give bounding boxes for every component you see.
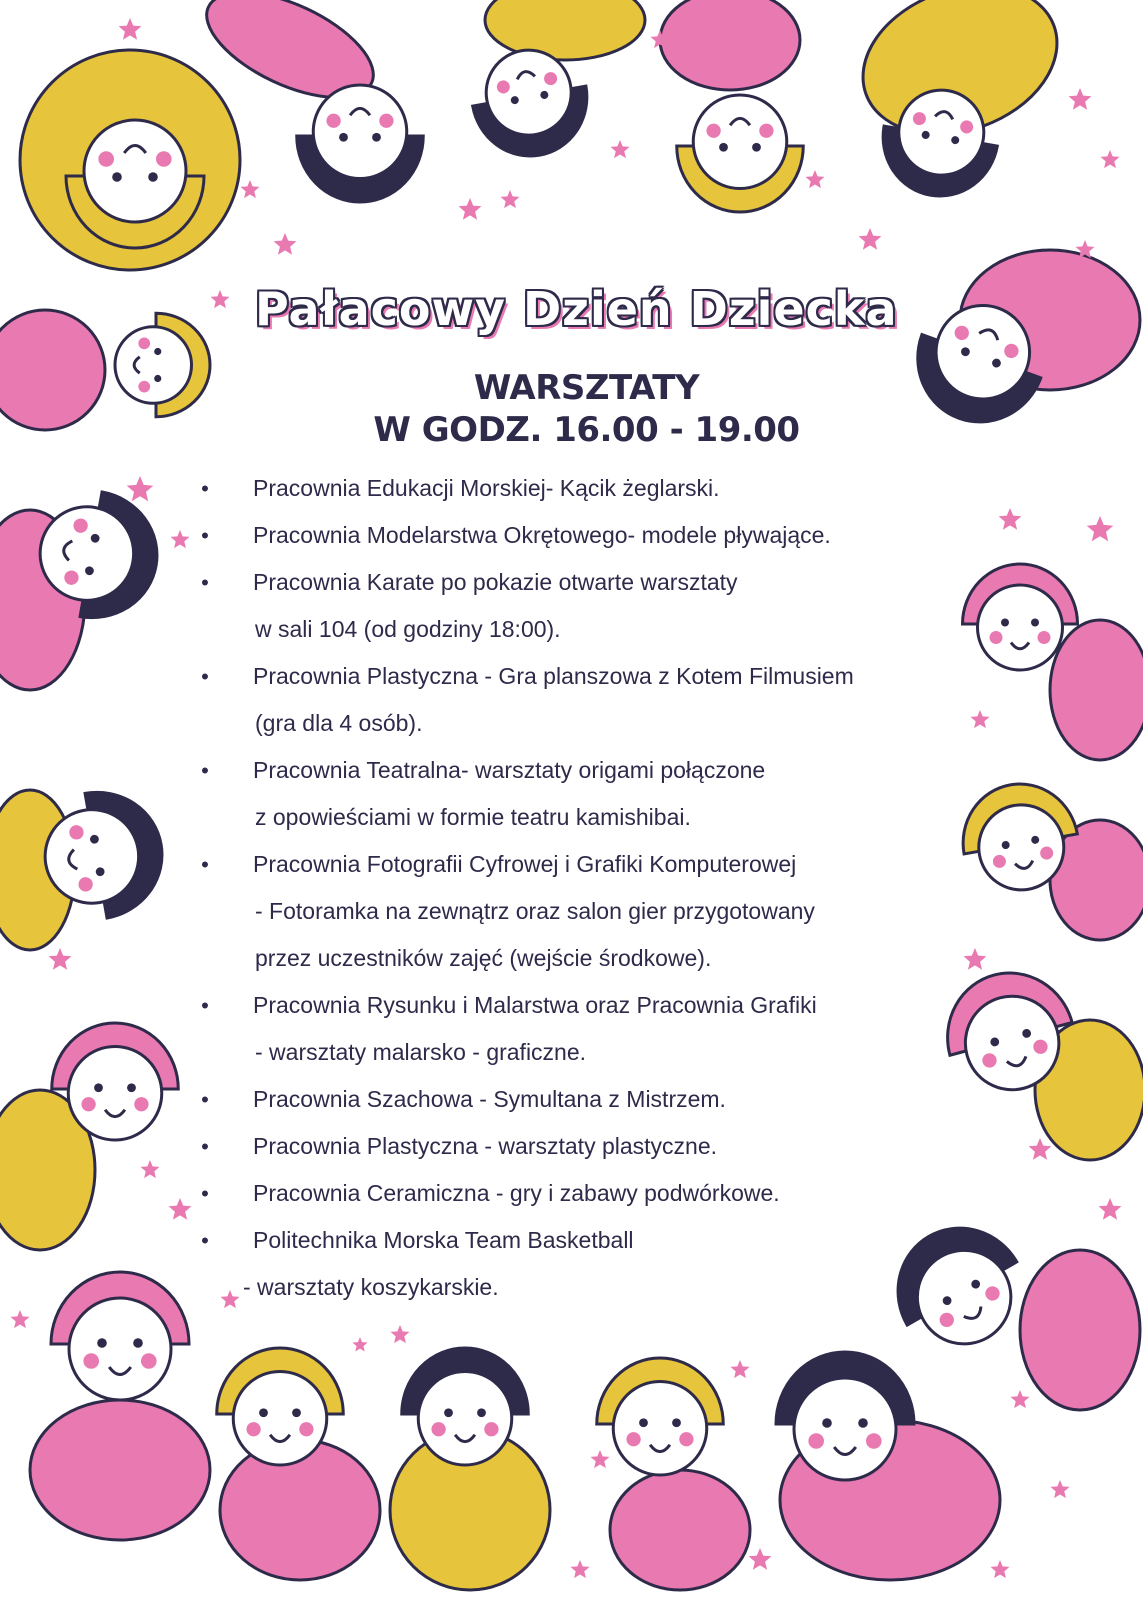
child-figure [677, 95, 804, 212]
workshop-item [200, 1170, 970, 1217]
child-eye [372, 133, 381, 142]
child-figure [51, 1272, 189, 1400]
workshop-item [200, 841, 970, 982]
workshop-text: Pracownia Szachowa - Symultana z Mistrzem. [253, 1086, 726, 1112]
workshop-item [200, 1076, 970, 1123]
child-eye [154, 348, 161, 355]
child-eye [148, 172, 158, 182]
workshop-text: Politechnika Morska Team Basketball [253, 1227, 634, 1253]
star-icon [1069, 88, 1092, 110]
star-icon [731, 1360, 750, 1378]
star-icon [241, 180, 260, 198]
workshop-text: Pracownia Rysunku i Malarstwa oraz Pracownia Grafiki [253, 992, 817, 1018]
bullet-icon: • [201, 993, 209, 1018]
child-eye [752, 143, 761, 152]
child-cheek [431, 1422, 445, 1436]
clothing-shape [30, 1400, 210, 1540]
bullet-icon: • [201, 1228, 209, 1253]
child-eye [1031, 619, 1039, 627]
child-cheek [626, 1432, 640, 1446]
workshop-text-continuation: - warsztaty koszykarskie. [243, 1274, 499, 1300]
star-icon [171, 530, 190, 548]
star-icon [1087, 516, 1114, 541]
child-cheek [299, 1422, 313, 1436]
child-face [233, 1372, 327, 1466]
child-cheek [134, 1097, 148, 1111]
child-cheek [679, 1432, 693, 1446]
child-face [613, 1382, 707, 1476]
workshop-text: Pracownia Teatralna- warsztaty origami połączone [253, 757, 766, 783]
star-icon [459, 198, 482, 220]
child-eye [1001, 619, 1009, 627]
star-icon [119, 18, 142, 40]
child-face [84, 120, 186, 222]
bullet-icon: • [201, 852, 209, 877]
clothing-shape [660, 0, 800, 90]
workshop-item [200, 559, 970, 653]
star-icon [859, 228, 882, 250]
child-figure [597, 1358, 724, 1475]
workshop-text: Pracownia Edukacji Morskiej- Kącik żeglarski. [253, 475, 720, 501]
workshop-item [200, 747, 970, 841]
child-eye [339, 133, 348, 142]
child-eye [822, 1418, 832, 1428]
star-icon [571, 1560, 590, 1578]
bullet-icon: • [201, 476, 209, 501]
child-cheek [246, 1422, 260, 1436]
child-eye [127, 1083, 136, 1092]
clothing-shape [1020, 1250, 1140, 1410]
workshop-text: Pracownia Modelarstwa Okrętowego- modele pływające. [253, 522, 831, 548]
workshops-heading: WARSZTATY [473, 368, 700, 408]
star-icon [127, 476, 154, 501]
star-icon [169, 1198, 192, 1220]
workshop-text: Pracownia Fotografii Cyfrowej i Grafiki Komputerowej [253, 851, 797, 877]
child-eye [112, 172, 122, 182]
child-cheek [379, 114, 393, 128]
child-eye [672, 1418, 681, 1427]
child-eye [639, 1418, 648, 1427]
star-icon [591, 1450, 610, 1468]
child-cheek [326, 114, 340, 128]
workshops-hours: W GODZ. 16.00 - 19.00 [373, 410, 800, 450]
star-icon [1029, 1138, 1052, 1160]
child-cheek [81, 1097, 95, 1111]
child-face [418, 1372, 512, 1466]
child-cheek [484, 1422, 498, 1436]
child-eye [858, 1418, 868, 1428]
star-icon [1101, 150, 1120, 168]
child-cheek [808, 1433, 824, 1449]
star-icon [211, 290, 230, 308]
star-icon [611, 140, 630, 158]
workshop-text: Pracownia Plastyczna - warsztaty plastyczne. [253, 1133, 718, 1159]
child-cheek [866, 1433, 882, 1449]
workshop-text: Pracownia Plastyczna - Gra planszowa z Kotem Filmusiem [253, 663, 854, 689]
child-eye [94, 1083, 103, 1092]
child-eye [259, 1408, 268, 1417]
child-eye [97, 1338, 107, 1348]
child-face [794, 1378, 896, 1480]
workshop-text-continuation: z opowieściami w formie teatru kamishibai. [255, 804, 691, 830]
star-icon [1011, 1390, 1030, 1408]
bullet-icon: • [201, 1181, 209, 1206]
workshop-item [200, 512, 970, 559]
child-eye [444, 1408, 453, 1417]
child-face [68, 1047, 162, 1141]
star-icon [999, 508, 1022, 530]
bullet-icon: • [201, 1087, 209, 1112]
child-cheek [98, 151, 114, 167]
child-cheek [141, 1353, 157, 1369]
star-icon [501, 190, 520, 208]
child-cheek [759, 124, 773, 138]
star-icon [49, 948, 72, 970]
star-icon [806, 170, 825, 188]
star-icon [1051, 1480, 1070, 1498]
star-icon [11, 1310, 30, 1328]
poster-title: Pałacowy Dzień Dziecka [255, 282, 898, 336]
child-cheek [990, 631, 1003, 644]
star-icon [274, 233, 297, 255]
child-face [978, 585, 1063, 670]
star-icon [991, 1560, 1010, 1578]
workshop-item [200, 982, 970, 1076]
workshop-item [200, 1123, 970, 1170]
workshop-item [200, 653, 970, 747]
child-eye [292, 1408, 301, 1417]
bullet-icon: • [201, 570, 209, 595]
clothing-shape [485, 0, 645, 60]
star-icon [1099, 1198, 1122, 1220]
workshop-text-continuation: przez uczestników zajęć (wejście środkowe). [255, 945, 712, 971]
star-icon [971, 710, 990, 728]
child-face [69, 1298, 171, 1400]
child-eye [133, 1338, 143, 1348]
bullet-icon: • [201, 1134, 209, 1159]
child-figure [297, 85, 424, 202]
workshop-text-continuation: w sali 104 (od godziny 18:00). [255, 616, 561, 642]
bullet-icon: • [201, 664, 209, 689]
child-face [693, 95, 787, 189]
workshop-item [200, 1217, 970, 1311]
child-cheek [706, 124, 720, 138]
child-cheek [83, 1353, 99, 1369]
star-icon [749, 1548, 772, 1570]
bullet-icon: • [201, 523, 209, 548]
child-eye [719, 143, 728, 152]
workshop-text: Pracownia Ceramiczna - gry i zabawy podwórkowe. [253, 1180, 780, 1206]
child-cheek [156, 151, 172, 167]
child-eye [477, 1408, 486, 1417]
star-icon [141, 1160, 160, 1178]
clothing-shape [610, 1470, 750, 1590]
workshop-text-continuation: - warsztaty malarsko - graficzne. [255, 1039, 587, 1065]
workshop-text-continuation: (gra dla 4 osób). [255, 710, 423, 736]
workshop-text: Pracownia Karate po pokazie otwarte warsztaty [253, 569, 738, 595]
workshop-text-continuation: - Fotoramka na zewnątrz oraz salon gier przygotowany [255, 898, 815, 924]
workshop-list [200, 465, 970, 1311]
bullet-icon: • [201, 758, 209, 783]
child-face [313, 85, 407, 179]
star-icon [391, 1325, 410, 1343]
child-cheek [1038, 631, 1051, 644]
clothing-shape [1050, 620, 1143, 760]
child-cheek [138, 338, 150, 350]
star-icon [352, 1337, 367, 1352]
workshop-item [200, 465, 970, 512]
